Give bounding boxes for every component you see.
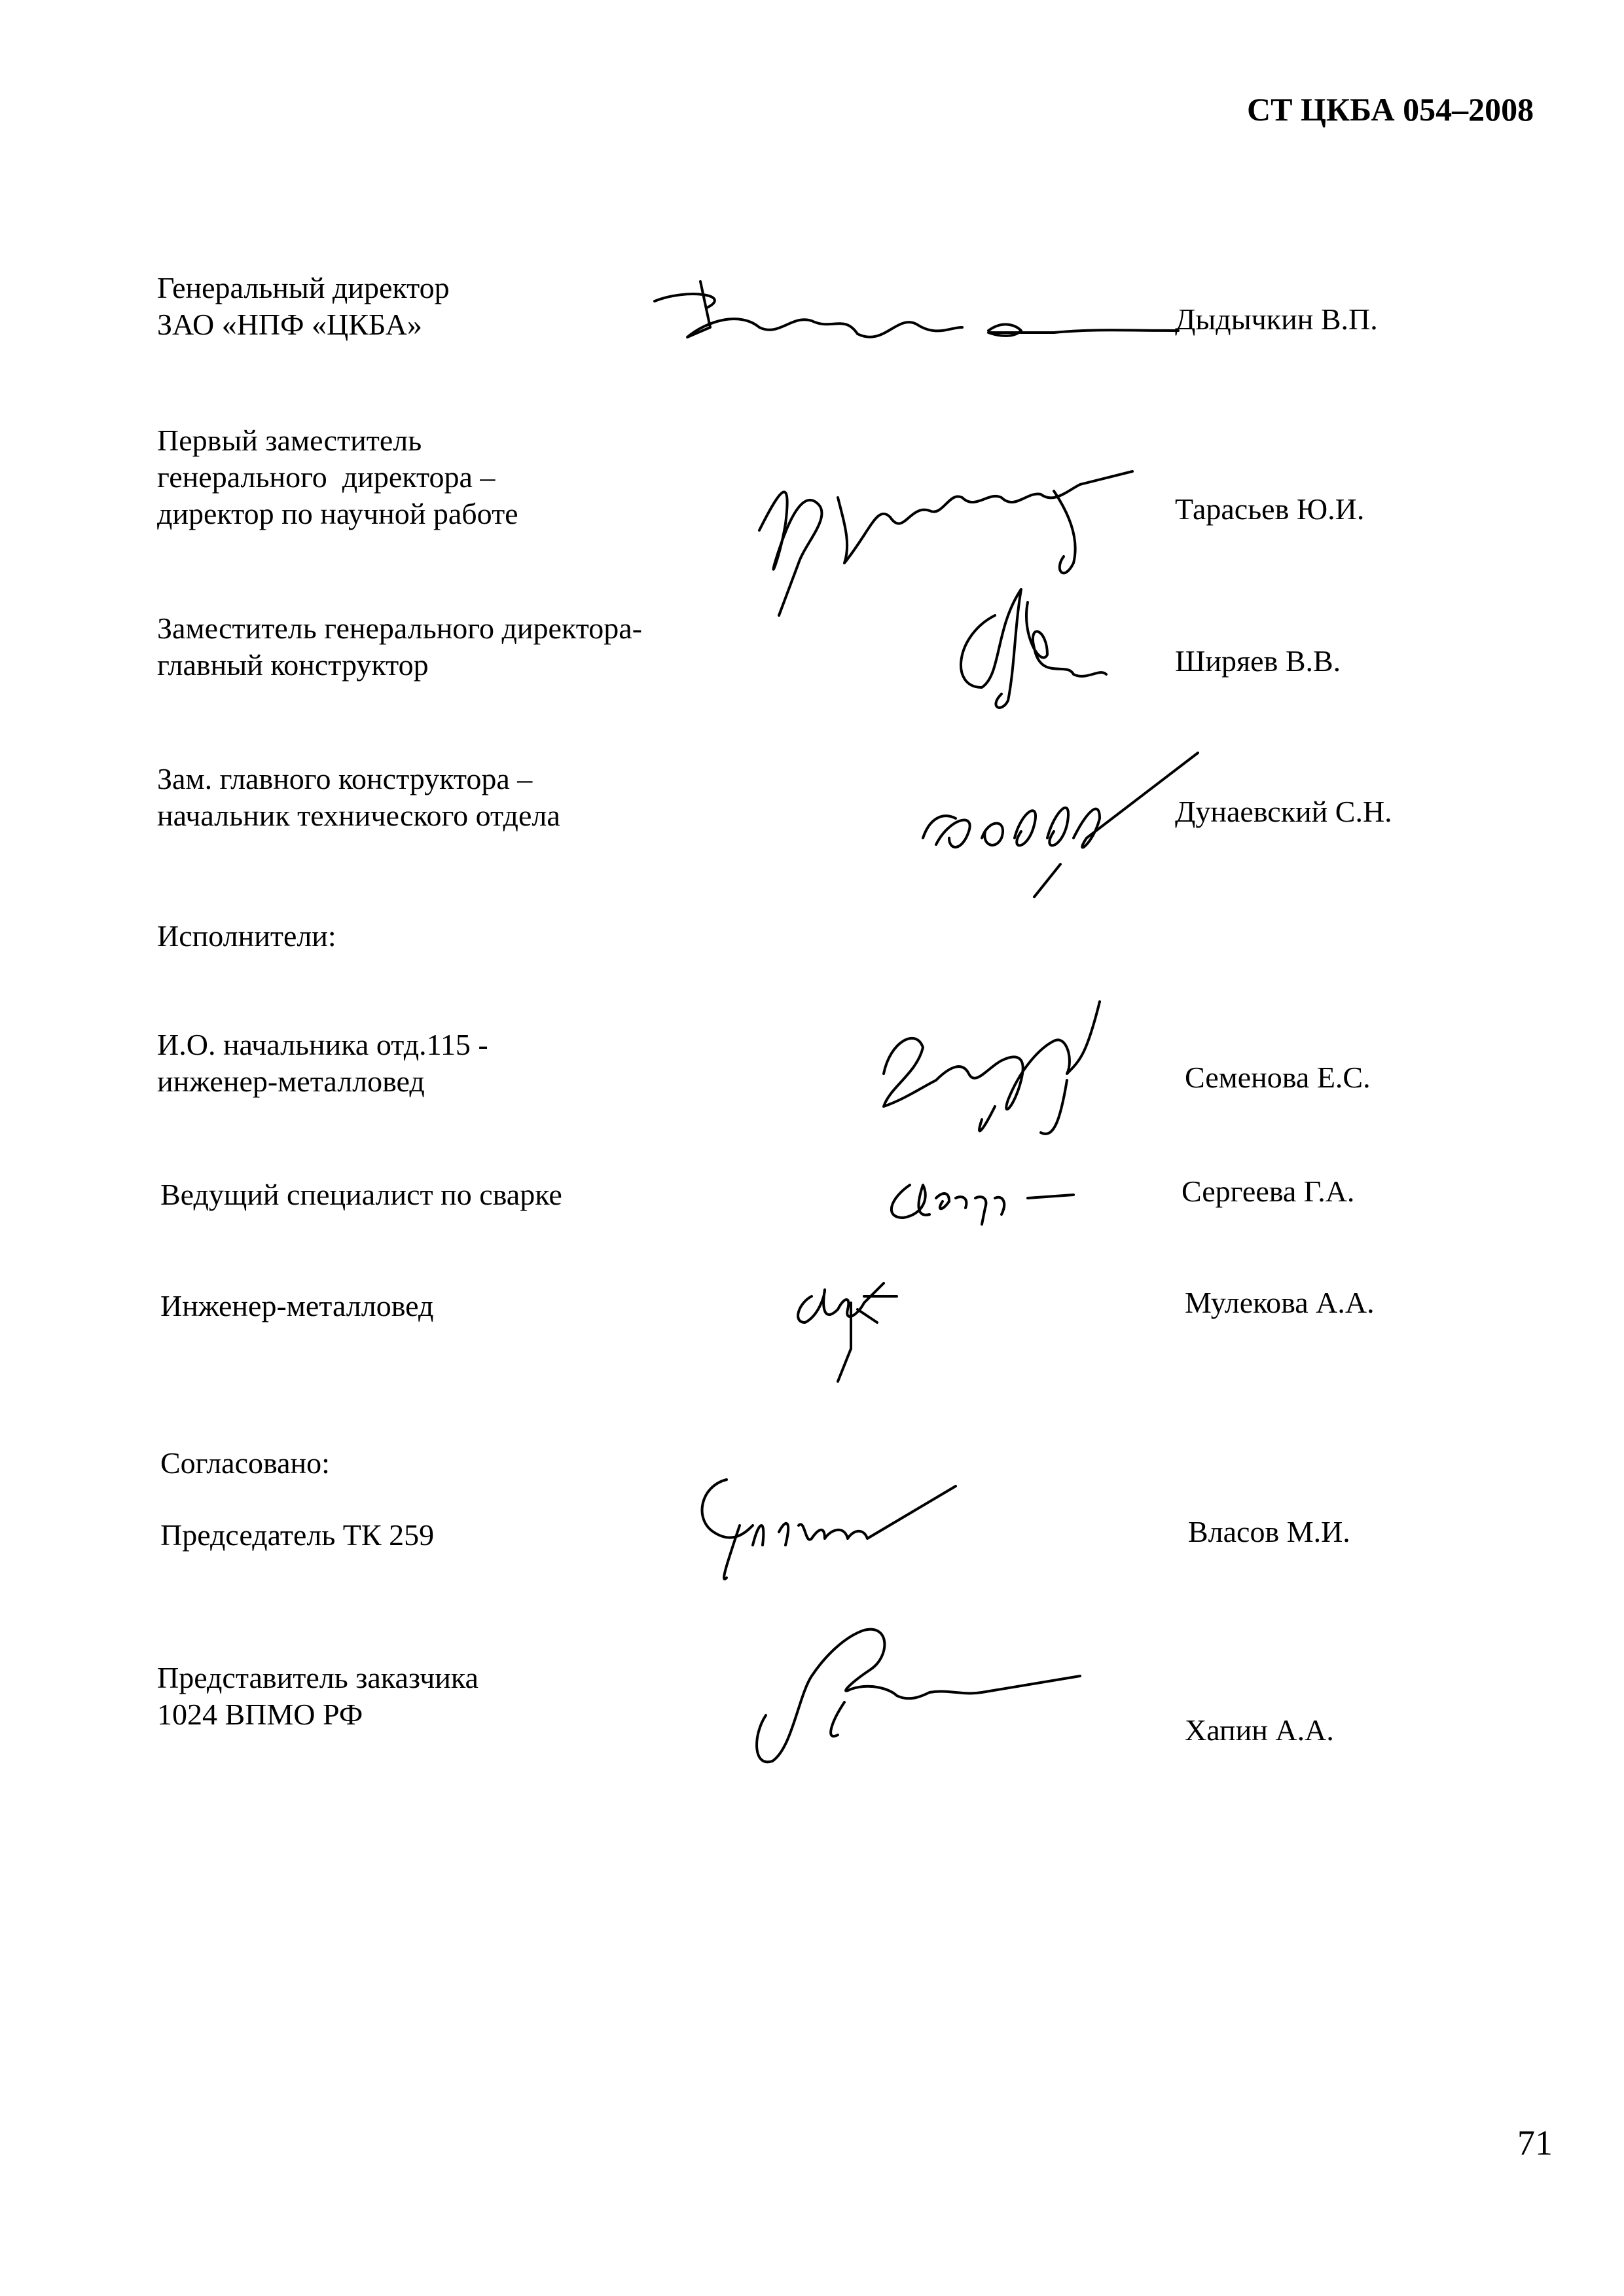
signatory-name: Хапин А.А.	[1185, 1713, 1334, 1747]
signature-dunaevsky	[910, 740, 1211, 897]
signatory-name: Мулекова А.А.	[1185, 1286, 1375, 1319]
signature-vlasov	[687, 1467, 962, 1591]
position-line: Представитель заказчика	[157, 1661, 478, 1694]
position-line: Первый заместитель	[157, 424, 422, 457]
signature-shiryaev	[943, 576, 1113, 720]
signatory-name: Тарасьев Ю.И.	[1175, 492, 1365, 526]
position-line: Председатель ТК 259	[160, 1518, 435, 1552]
signature-mulekova	[785, 1270, 910, 1388]
position-line: главный конструктор	[157, 648, 429, 682]
position-line: Зам. главного конструктора –	[157, 762, 533, 795]
executors-heading: Исполнители:	[157, 919, 336, 953]
signature-khapin	[746, 1597, 1087, 1774]
position-line: 1024 ВПМО РФ	[157, 1698, 363, 1731]
signatory-name: Сергеева Г.А.	[1182, 1175, 1355, 1208]
position-line: директор по научной работе	[157, 497, 518, 530]
signatory-name: Семенова Е.С.	[1185, 1061, 1371, 1094]
position-line: начальник технического отдела	[157, 799, 560, 832]
signatory-name: Дыдычкин В.П.	[1175, 302, 1378, 336]
page-number: 71	[1517, 2123, 1553, 2162]
position-line: генерального директора –	[157, 460, 496, 494]
document-code: СТ ЦКБА 054–2008	[1247, 91, 1534, 128]
position-line: Ведущий специалист по сварке	[160, 1178, 562, 1211]
signatory-name: Ширяев В.В.	[1175, 644, 1341, 678]
position-line: Инженер-металловед	[160, 1289, 434, 1322]
approved-heading: Согласовано:	[160, 1446, 330, 1480]
signatory-name: Дунаевский С.Н.	[1175, 795, 1392, 828]
position-line: ЗАО «НПФ «ЦКБА»	[157, 308, 422, 341]
position-line: И.О. начальника отд.115 -	[157, 1028, 488, 1061]
signature-semenova	[864, 989, 1113, 1146]
position-line: Генеральный директор	[157, 271, 450, 304]
signatory-name: Власов М.И.	[1188, 1515, 1350, 1548]
position-line: инженер-металловед	[157, 1065, 425, 1098]
signature-sergeeva	[877, 1159, 1087, 1237]
signature-dydychkin	[648, 275, 1185, 360]
position-line: Заместитель генерального директора-	[157, 611, 642, 645]
